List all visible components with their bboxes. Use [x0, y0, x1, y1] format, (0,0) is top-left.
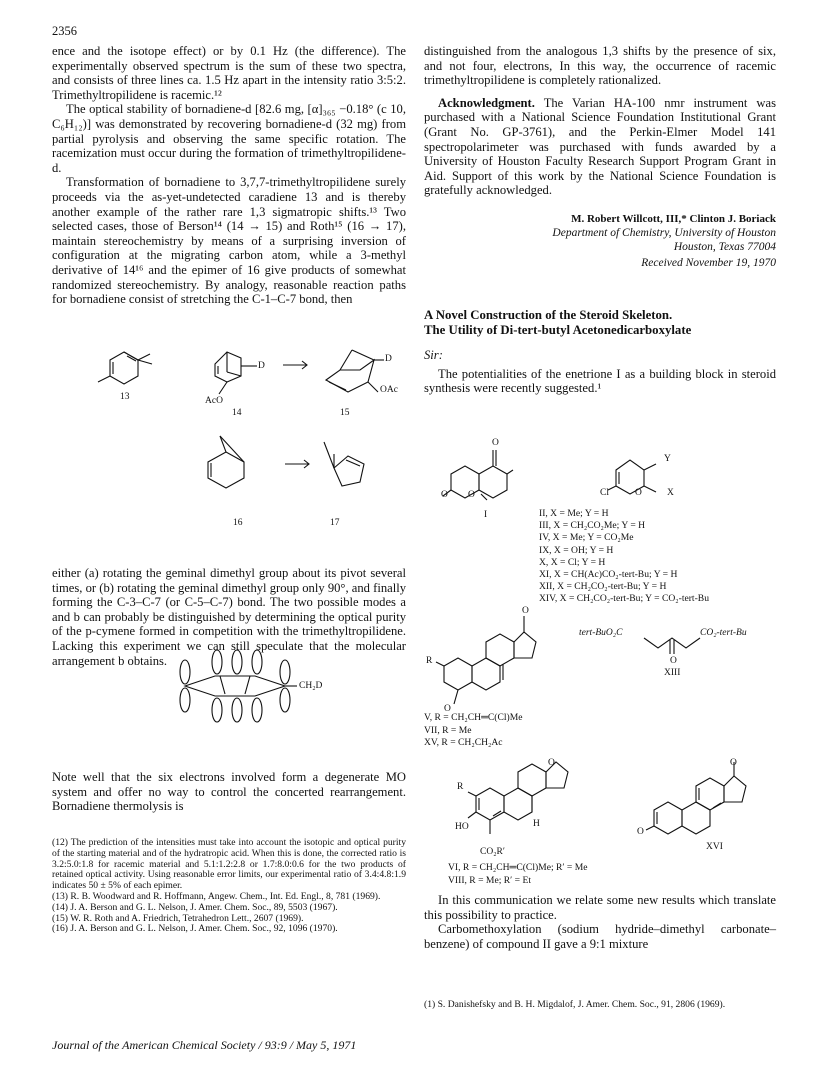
label-AcO: AcO — [205, 396, 223, 406]
label-O-left: O — [441, 490, 448, 500]
footnote-15: (15) W. R. Roth and A. Friedrich, Tetrahedron Lett., 2607 (1969). — [52, 912, 304, 924]
compound-14-label: 14 — [232, 408, 242, 418]
compound-II: II, X = Me; Y = H — [539, 508, 609, 519]
signature-block — [424, 212, 776, 270]
label-O-enol: O — [635, 488, 642, 498]
affiliation-2: Houston, Texas 77004 — [673, 241, 776, 253]
right-column-top — [424, 44, 776, 198]
label-D-14: D — [258, 361, 265, 371]
compound-XV: XV, R = CH₂CH₂Ac — [424, 737, 503, 748]
compound-XVI-label: XVI — [706, 842, 723, 852]
authors: M. Robert Willcott, III,* Clinton J. Boriack — [571, 213, 776, 225]
label-H: H — [533, 819, 540, 829]
arrow-14-15 — [283, 360, 313, 370]
received-date: Received November 19, 1970 — [641, 257, 776, 269]
left-footnotes — [52, 838, 406, 935]
compound-13-label: 13 — [120, 392, 130, 402]
footnote-16: (16) J. A. Berson and G. L. Nelson, J. Amer. Chem. Soc., 92, 1096 (1970). — [52, 923, 338, 935]
right-footnotes — [424, 1000, 776, 1011]
compound-VII: VII, R = Me — [424, 724, 472, 736]
salutation: Sir: — [424, 348, 443, 362]
label-O-top: O — [492, 438, 499, 448]
footnote-13: (13) R. B. Woodward and R. Hoffmann, Angew. Chem., Int. Ed. Engl., 8, 781 (1969). — [52, 890, 381, 902]
label-CO2R: CO₂R′ — [480, 847, 505, 857]
structure-17 — [318, 432, 378, 512]
affiliation-1: Department of Chemistry, University of Houston — [552, 227, 776, 239]
xiii-right-ester: CO₂-tert-Bu — [700, 628, 747, 638]
right-para-4: Carbomethoxylation (sodium hydride–dimethyl carbonate–benzene) of compound II gave a 9:1 mixture — [424, 922, 776, 951]
structure-XVI — [638, 770, 758, 840]
left-para-5: Note well that the six electrons involved form a degenerate MO system and offer no way to control the concerted rearrangement. Bornadiene thermolysis is — [52, 770, 406, 814]
label-O-mid: O — [468, 490, 475, 500]
compound-VI: VI, R = CH₂CH═C(Cl)Me; R′ = Me — [448, 862, 588, 873]
compound-X: X, X = Cl; Y = H — [539, 556, 606, 568]
structure-V — [428, 608, 548, 718]
article-title — [424, 308, 776, 338]
compound-VIII: VIII, R = Me; R′ = Et — [448, 874, 531, 886]
journal-footer: Journal of the American Chemical Society / 93:9 / May 5, 1971 — [52, 1038, 357, 1052]
compound-list-II-XIV — [539, 508, 709, 606]
ack-body: The Varian HA-100 nmr instrument was purchased with a National Science Foundation Institutional Grant (Grant No. GP-3761), and the Perkin-Elmer Model 141 spectropolarimeter was purchased with funds awarded by a University of Houston Faculty Research Support Program Grant in Aid. Support of this work by the National Science Foundation is gratefully acknowledged. — [424, 95, 776, 198]
label-Y: Y — [664, 454, 671, 464]
label-O-VI: O — [548, 758, 555, 768]
compound-I-label: I — [484, 510, 488, 520]
label-X: X — [667, 488, 674, 498]
label-O-V-bottom: O — [444, 704, 451, 714]
orbital-label-CH2D: CH₂D — [299, 681, 323, 691]
structure-13 — [90, 350, 170, 420]
compound-list-VI — [448, 862, 588, 887]
compound-15-label: 15 — [340, 408, 350, 418]
arrow-16-17 — [285, 459, 315, 469]
page-number: 2356 — [52, 24, 77, 38]
compound-V: V, R = CH₂CH═C(Cl)Me — [424, 712, 523, 723]
compound-XII: XII, X = CH₂CO₂-tert-Bu; Y = H — [539, 581, 667, 593]
title-line-2: The Utility of Di-tert-butyl Acetonedicarboxylate — [424, 323, 692, 337]
left-para-3: Transformation of bornadiene to 3,7,7-trimethyltropilidene surely proceeds via the as-yet-undetected caradiene 13 and is thereby another example of the rather rare 1,3 sigmatropic shifts.¹³ Two selected cases, those of Berson¹⁴ (14 → 15) and Roth¹⁵ (16 → 17), maintain stereochemistry by means of a surprising inversion of configuration at the migrating carbon atom, while a 3-methyl derivative of 14¹⁶ and the epimer of 16 give products of somewhat randomized stereochemistry. By analogy, reasonable reaction paths for bornadiene consist of stretching the C-1–C-7 bond, then — [52, 175, 406, 307]
right-para-3: In this communication we relate some new results which translate this possibility to practice. — [424, 893, 776, 922]
label-O-XVI-top: O — [730, 758, 737, 768]
left-para-2: The optical stability of bornadiene-d [82.6 mg, [α]₃₆₅ −0.18° (c 10, C₆H₁₂)] was demonstrated by recovering bornadiene-d (32 mg) from partial pyrolysis and observing the same specific rotation. The racemization must occur during the formation of trimethyltropilidene-d. — [52, 102, 406, 175]
label-O-XIII: O — [670, 656, 677, 666]
compound-III: III, X = CH₂CO₂Me; Y = H — [539, 520, 646, 532]
xiii-left-ester: tert-BuO₂C — [579, 628, 623, 638]
left-para-1: ence and the isotope effect) or by 0.1 Hz (the difference). The experimentally observed spectrum is the sum of these two spectra, and consists of three lines ca. 1.5 Hz apart in the intensity ratio 3:5:2. Trimethyltropilidene is racemic.¹² — [52, 44, 406, 102]
structure-VI — [460, 768, 570, 858]
label-O-V: O — [522, 606, 529, 616]
structure-16 — [200, 432, 270, 512]
left-column-bottom — [52, 770, 406, 814]
label-O-XVI-left: O — [637, 827, 644, 837]
right-para-1: distinguished from the analogous 1,3 shifts by the presence of six, and not four, electrons, In this way, the occurrence of racemic trimethyltropilidene is completely rationalized. — [424, 44, 776, 88]
compound-IX: IX, X = OH; Y = H — [539, 544, 614, 556]
compound-IV: IV, X = Me; Y = CO₂Me — [539, 532, 634, 544]
label-Cl: Cl — [600, 488, 609, 498]
compound-17-label: 17 — [330, 518, 340, 528]
title-line-1: A Novel Construction of the Steroid Skeleton. — [424, 308, 673, 322]
left-para-4: either (a) rotating the geminal dimethyl group about its pivot several times, or (b) rotating the geminal dimethyl group only 90°, and finally forming the C-3–C-7 (or C-5–C-7) bond. The two possible modes a and b can probably be distinguished by determining the optical purity of the p-cymene formed in competition with the trimethyltropilidene. Lacking this experiment we can still speculate that the molecular arrangement b obtains. — [52, 566, 406, 668]
label-R-V: R — [426, 656, 433, 666]
structure-II-core — [596, 450, 696, 510]
label-R-VI: R — [457, 782, 464, 792]
acknowledgment — [424, 96, 776, 198]
compound-list-V — [424, 712, 523, 750]
label-HO: HO — [455, 822, 469, 832]
label-D-15: D — [385, 354, 392, 364]
label-OAc: OAc — [380, 385, 398, 395]
orbital-drawing — [165, 646, 315, 746]
footnote-12: (12) The prediction of the intensities must take into account the isotopic and optical purity of the starting material and of the hydratropic acid. When this is done, the corrected ratio is 3.2:5.0:1.8 for racemic material and 5.1:1.2:2.8 or 1.7:8.0:0.6 for the two products of retained optical activity. Using reasonable error limits, our experimental ratio of 3.4:4.8:1.9 indicates 50 ± 5% of each epimer. — [52, 837, 406, 892]
footnote-14: (14) J. A. Berson and G. L. Nelson, J. Amer. Chem. Soc., 89, 5503 (1967). — [52, 901, 338, 913]
compound-XIV: XIV, X = CH₂CO₂-tert-Bu; Y = CO₂-tert-Bu — [539, 593, 709, 605]
compound-XIII-label: XIII — [664, 668, 681, 678]
ack-heading: Acknowledgment. — [438, 95, 535, 110]
footnote-1: (1) S. Danishefsky and B. H. Migdalof, J. Amer. Chem. Soc., 91, 2806 (1969). — [424, 999, 726, 1010]
structure-I — [435, 440, 545, 520]
compound-XI: XI, X = CH(Ac)CO₂-tert-Bu; Y = H — [539, 569, 678, 581]
right-column-sir — [424, 348, 776, 396]
compound-16-label: 16 — [233, 518, 243, 528]
right-column-bottom — [424, 893, 776, 951]
right-para-2: The potentialities of the enetrione I as a building block in steroid synthesis were recently suggested.¹ — [424, 366, 776, 396]
left-column-top — [52, 44, 406, 307]
structure-15 — [318, 340, 398, 410]
